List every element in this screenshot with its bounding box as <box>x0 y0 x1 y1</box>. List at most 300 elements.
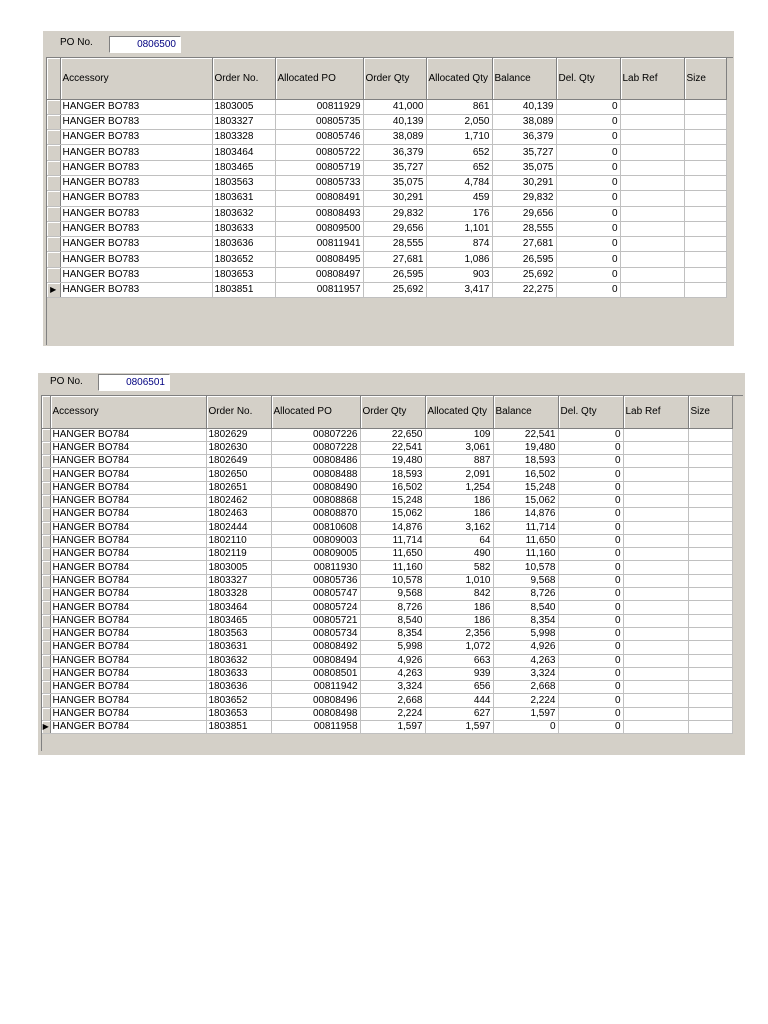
table-cell[interactable]: 0 <box>558 667 623 680</box>
column-header[interactable]: Order Qty <box>360 396 425 428</box>
column-header[interactable]: Size <box>688 396 732 428</box>
table-cell[interactable]: 1802444 <box>206 521 271 534</box>
row-selector[interactable] <box>42 654 50 667</box>
row-selector[interactable] <box>42 441 50 454</box>
table-cell[interactable]: 29,656 <box>363 221 426 236</box>
table-cell[interactable] <box>623 521 688 534</box>
table-cell[interactable]: 9,568 <box>493 574 558 587</box>
column-header[interactable]: Order Qty <box>363 58 426 99</box>
table-cell[interactable]: HANGER BO783 <box>60 114 212 129</box>
table-cell[interactable]: 1803631 <box>212 191 275 206</box>
table-cell[interactable] <box>623 721 688 734</box>
row-selector[interactable] <box>42 534 50 547</box>
table-row[interactable] <box>42 627 732 640</box>
table-cell[interactable] <box>620 252 684 267</box>
table-row[interactable] <box>42 681 732 694</box>
row-selector[interactable] <box>42 588 50 601</box>
table-cell[interactable]: 3,061 <box>425 441 493 454</box>
table-row[interactable] <box>42 641 732 654</box>
row-selector[interactable] <box>42 494 50 507</box>
table-cell[interactable]: 0 <box>556 237 620 252</box>
row-selector[interactable] <box>42 707 50 720</box>
table-cell[interactable]: 00808496 <box>271 694 360 707</box>
table-cell[interactable]: 1,072 <box>425 641 493 654</box>
table-cell[interactable]: 00805747 <box>271 588 360 601</box>
table-cell[interactable] <box>688 641 732 654</box>
column-header[interactable]: Size <box>684 58 726 99</box>
table-cell[interactable] <box>623 574 688 587</box>
table-cell[interactable]: 16,502 <box>360 481 425 494</box>
table-row[interactable] <box>47 145 726 160</box>
table-cell[interactable]: 8,540 <box>360 614 425 627</box>
table-cell[interactable]: 00808491 <box>275 191 363 206</box>
table-cell[interactable]: 10,578 <box>360 574 425 587</box>
table-cell[interactable] <box>684 160 726 175</box>
table-cell[interactable]: HANGER BO784 <box>50 508 206 521</box>
table-cell[interactable]: 00808490 <box>271 481 360 494</box>
table-cell[interactable]: 1803633 <box>206 667 271 680</box>
table-cell[interactable]: HANGER BO784 <box>50 614 206 627</box>
table-cell[interactable]: 1803653 <box>206 707 271 720</box>
po-number-field[interactable]: 0806500 <box>109 36 181 53</box>
table-row[interactable] <box>42 468 732 481</box>
table-cell[interactable]: 1803465 <box>212 160 275 175</box>
table-row[interactable] <box>42 534 732 547</box>
table-cell[interactable]: 459 <box>426 191 492 206</box>
table-cell[interactable]: 18,593 <box>360 468 425 481</box>
column-header[interactable]: Accessory <box>60 58 212 99</box>
table-row[interactable] <box>47 191 726 206</box>
table-cell[interactable]: 26,595 <box>492 252 556 267</box>
table-cell[interactable]: 0 <box>558 614 623 627</box>
table-row[interactable] <box>42 494 732 507</box>
row-selector[interactable] <box>47 99 60 114</box>
table-cell[interactable]: 1802462 <box>206 494 271 507</box>
row-selector[interactable] <box>42 667 50 680</box>
table-cell[interactable]: 663 <box>425 654 493 667</box>
column-header[interactable]: Lab Ref <box>620 58 684 99</box>
table-cell[interactable]: 3,162 <box>425 521 493 534</box>
table-cell[interactable]: 2,050 <box>426 114 492 129</box>
table-cell[interactable]: 1802650 <box>206 468 271 481</box>
table-cell[interactable]: 27,681 <box>363 252 426 267</box>
table-cell[interactable]: 15,062 <box>493 494 558 507</box>
table-cell[interactable] <box>688 654 732 667</box>
table-cell[interactable]: 1803653 <box>212 267 275 282</box>
table-cell[interactable]: 3,324 <box>493 667 558 680</box>
table-row[interactable] <box>42 561 732 574</box>
table-cell[interactable]: 0 <box>556 160 620 175</box>
table-cell[interactable]: 903 <box>426 267 492 282</box>
table-cell[interactable]: 1803464 <box>206 601 271 614</box>
table-cell[interactable]: 0 <box>558 508 623 521</box>
row-selector[interactable] <box>42 521 50 534</box>
table-cell[interactable]: 36,379 <box>363 145 426 160</box>
table-cell[interactable]: 0 <box>558 574 623 587</box>
table-row[interactable] <box>42 481 732 494</box>
table-cell[interactable]: 00805722 <box>275 145 363 160</box>
table-cell[interactable]: 35,075 <box>363 175 426 190</box>
table-cell[interactable]: HANGER BO784 <box>50 721 206 734</box>
column-header[interactable]: Balance <box>493 396 558 428</box>
table-cell[interactable]: 0 <box>558 588 623 601</box>
table-cell[interactable]: 0 <box>558 681 623 694</box>
table-cell[interactable]: HANGER BO784 <box>50 481 206 494</box>
table-cell[interactable]: 18,593 <box>493 455 558 468</box>
table-cell[interactable]: 0 <box>558 481 623 494</box>
table-cell[interactable] <box>620 175 684 190</box>
table-cell[interactable]: HANGER BO783 <box>60 206 212 221</box>
table-cell[interactable]: 1802629 <box>206 428 271 441</box>
table-cell[interactable]: 26,595 <box>363 267 426 282</box>
table-row[interactable] <box>47 221 726 236</box>
table-cell[interactable] <box>684 99 726 114</box>
table-cell[interactable]: 861 <box>426 99 492 114</box>
table-cell[interactable]: 0 <box>558 441 623 454</box>
table-row[interactable] <box>47 267 726 282</box>
table-cell[interactable]: HANGER BO783 <box>60 99 212 114</box>
row-selector[interactable] <box>47 252 60 267</box>
table-cell[interactable]: 00811958 <box>271 721 360 734</box>
table-cell[interactable]: 582 <box>425 561 493 574</box>
row-selector[interactable] <box>42 468 50 481</box>
row-selector[interactable] <box>42 561 50 574</box>
row-selector[interactable] <box>42 694 50 707</box>
table-cell[interactable]: 186 <box>425 494 493 507</box>
table-cell[interactable]: 1803328 <box>212 130 275 145</box>
table-cell[interactable] <box>620 283 684 298</box>
table-cell[interactable] <box>623 441 688 454</box>
table-cell[interactable] <box>623 667 688 680</box>
table-row[interactable] <box>42 601 732 614</box>
table-cell[interactable] <box>684 145 726 160</box>
table-cell[interactable]: 0 <box>556 130 620 145</box>
table-row[interactable] <box>42 441 732 454</box>
row-selector[interactable] <box>47 221 60 236</box>
table-cell[interactable]: 0 <box>558 601 623 614</box>
table-cell[interactable] <box>620 130 684 145</box>
allocation-grid[interactable] <box>46 57 733 345</box>
table-cell[interactable]: HANGER BO784 <box>50 707 206 720</box>
table-cell[interactable]: 8,354 <box>493 614 558 627</box>
table-cell[interactable]: 0 <box>556 191 620 206</box>
table-cell[interactable]: 14,876 <box>360 521 425 534</box>
table-cell[interactable]: 30,291 <box>363 191 426 206</box>
table-cell[interactable]: 00809005 <box>271 548 360 561</box>
table-cell[interactable] <box>623 641 688 654</box>
table-cell[interactable]: 0 <box>558 654 623 667</box>
table-cell[interactable] <box>688 707 732 720</box>
row-selector[interactable] <box>47 267 60 282</box>
table-cell[interactable]: HANGER BO784 <box>50 468 206 481</box>
table-cell[interactable]: 00809500 <box>275 221 363 236</box>
table-cell[interactable]: 00808486 <box>271 455 360 468</box>
table-cell[interactable]: 00811930 <box>271 561 360 574</box>
table-cell[interactable] <box>688 561 732 574</box>
table-cell[interactable]: 109 <box>425 428 493 441</box>
table-cell[interactable]: 00805719 <box>275 160 363 175</box>
table-row[interactable] <box>42 455 732 468</box>
table-cell[interactable]: 0 <box>558 721 623 734</box>
table-cell[interactable]: 00805736 <box>271 574 360 587</box>
table-cell[interactable]: 35,727 <box>363 160 426 175</box>
table-cell[interactable]: 939 <box>425 667 493 680</box>
table-cell[interactable] <box>688 694 732 707</box>
table-cell[interactable]: 14,876 <box>493 508 558 521</box>
table-cell[interactable] <box>688 441 732 454</box>
table-row[interactable] <box>42 694 732 707</box>
table-cell[interactable]: 1803563 <box>212 175 275 190</box>
table-cell[interactable]: 11,650 <box>360 548 425 561</box>
table-row[interactable] <box>42 428 732 441</box>
table-row[interactable] <box>47 252 726 267</box>
table-cell[interactable]: 1802651 <box>206 481 271 494</box>
table-cell[interactable]: 00805721 <box>271 614 360 627</box>
table-cell[interactable] <box>623 681 688 694</box>
table-cell[interactable] <box>620 237 684 252</box>
table-cell[interactable]: HANGER BO784 <box>50 641 206 654</box>
table-cell[interactable]: 842 <box>425 588 493 601</box>
table-cell[interactable]: 1803327 <box>206 574 271 587</box>
table-cell[interactable]: 1803636 <box>206 681 271 694</box>
table-cell[interactable]: 29,832 <box>363 206 426 221</box>
table-cell[interactable]: 1802119 <box>206 548 271 561</box>
table-cell[interactable]: 4,926 <box>493 641 558 654</box>
table-cell[interactable]: 0 <box>556 99 620 114</box>
table-row[interactable] <box>42 521 732 534</box>
table-cell[interactable] <box>688 548 732 561</box>
table-cell[interactable]: 00808488 <box>271 468 360 481</box>
table-cell[interactable]: 00805735 <box>275 114 363 129</box>
allocation-grid[interactable] <box>41 395 743 751</box>
table-cell[interactable]: 1803465 <box>206 614 271 627</box>
table-cell[interactable] <box>688 468 732 481</box>
table-cell[interactable]: 1803327 <box>212 114 275 129</box>
table-cell[interactable]: 176 <box>426 206 492 221</box>
table-cell[interactable]: HANGER BO783 <box>60 283 212 298</box>
table-row[interactable] <box>42 548 732 561</box>
table-cell[interactable]: 8,726 <box>360 601 425 614</box>
table-cell[interactable] <box>688 681 732 694</box>
table-cell[interactable]: HANGER BO783 <box>60 130 212 145</box>
table-cell[interactable]: HANGER BO783 <box>60 145 212 160</box>
table-cell[interactable]: 25,692 <box>492 267 556 282</box>
table-cell[interactable] <box>684 175 726 190</box>
table-cell[interactable]: 1,597 <box>493 707 558 720</box>
column-header[interactable]: Order No. <box>206 396 271 428</box>
column-header[interactable]: Order No. <box>212 58 275 99</box>
table-cell[interactable] <box>620 114 684 129</box>
table-cell[interactable] <box>688 588 732 601</box>
table-cell[interactable] <box>684 221 726 236</box>
table-cell[interactable]: 28,555 <box>363 237 426 252</box>
table-cell[interactable] <box>620 191 684 206</box>
row-selector[interactable] <box>42 614 50 627</box>
table-cell[interactable]: 1,597 <box>425 721 493 734</box>
column-header[interactable]: Allocated Qty <box>425 396 493 428</box>
table-cell[interactable]: 00805733 <box>275 175 363 190</box>
table-row[interactable] <box>47 237 726 252</box>
table-cell[interactable] <box>688 455 732 468</box>
table-cell[interactable]: 29,656 <box>492 206 556 221</box>
table-cell[interactable] <box>684 206 726 221</box>
table-cell[interactable]: HANGER BO784 <box>50 588 206 601</box>
row-selector[interactable] <box>42 508 50 521</box>
table-row[interactable] <box>47 130 726 145</box>
column-header[interactable]: Del. Qty <box>558 396 623 428</box>
table-cell[interactable]: 1802649 <box>206 455 271 468</box>
table-cell[interactable]: 1803633 <box>212 221 275 236</box>
table-cell[interactable]: 00811941 <box>275 237 363 252</box>
table-cell[interactable]: 15,248 <box>493 481 558 494</box>
table-cell[interactable]: 9,568 <box>360 588 425 601</box>
table-cell[interactable]: 00808868 <box>271 494 360 507</box>
table-cell[interactable]: 0 <box>558 534 623 547</box>
table-cell[interactable] <box>623 561 688 574</box>
table-row[interactable] <box>42 654 732 667</box>
table-cell[interactable]: 00805724 <box>271 601 360 614</box>
table-cell[interactable]: HANGER BO784 <box>50 654 206 667</box>
table-cell[interactable] <box>684 252 726 267</box>
table-cell[interactable]: 30,291 <box>492 175 556 190</box>
table-cell[interactable]: 22,650 <box>360 428 425 441</box>
table-cell[interactable]: 35,727 <box>492 145 556 160</box>
table-cell[interactable]: 0 <box>556 283 620 298</box>
po-number-field[interactable]: 0806501 <box>98 374 170 391</box>
table-cell[interactable]: 0 <box>556 252 620 267</box>
table-cell[interactable]: 0 <box>558 548 623 561</box>
table-cell[interactable]: 1803851 <box>206 721 271 734</box>
table-cell[interactable]: 8,354 <box>360 627 425 640</box>
table-cell[interactable]: 652 <box>426 145 492 160</box>
table-cell[interactable]: HANGER BO784 <box>50 681 206 694</box>
table-cell[interactable]: 3,324 <box>360 681 425 694</box>
table-cell[interactable]: 1803632 <box>212 206 275 221</box>
column-header[interactable]: Allocated PO <box>271 396 360 428</box>
table-cell[interactable]: 27,681 <box>492 237 556 252</box>
table-cell[interactable]: 874 <box>426 237 492 252</box>
table-cell[interactable]: HANGER BO784 <box>50 521 206 534</box>
table-cell[interactable]: 1803464 <box>212 145 275 160</box>
table-cell[interactable]: 0 <box>556 175 620 190</box>
table-cell[interactable]: 186 <box>425 614 493 627</box>
table-cell[interactable]: 00808501 <box>271 667 360 680</box>
table-cell[interactable]: 00805734 <box>271 627 360 640</box>
row-selector[interactable] <box>47 145 60 160</box>
table-cell[interactable]: 11,714 <box>493 521 558 534</box>
table-cell[interactable]: 00811929 <box>275 99 363 114</box>
table-row[interactable] <box>47 283 726 298</box>
table-cell[interactable] <box>688 601 732 614</box>
table-cell[interactable] <box>623 534 688 547</box>
table-cell[interactable] <box>684 267 726 282</box>
row-selector[interactable] <box>42 548 50 561</box>
table-row[interactable] <box>42 614 732 627</box>
table-cell[interactable]: 10,578 <box>493 561 558 574</box>
table-cell[interactable]: 0 <box>493 721 558 734</box>
table-cell[interactable] <box>623 468 688 481</box>
table-cell[interactable] <box>623 694 688 707</box>
table-cell[interactable]: 0 <box>558 707 623 720</box>
table-cell[interactable]: HANGER BO783 <box>60 191 212 206</box>
table-cell[interactable] <box>684 130 726 145</box>
table-cell[interactable] <box>684 114 726 129</box>
row-selector[interactable] <box>42 641 50 654</box>
table-cell[interactable]: 36,379 <box>492 130 556 145</box>
table-cell[interactable]: 5,998 <box>360 641 425 654</box>
table-cell[interactable]: 444 <box>425 694 493 707</box>
table-cell[interactable]: 4,263 <box>360 667 425 680</box>
table-cell[interactable]: 186 <box>425 601 493 614</box>
table-cell[interactable]: 2,356 <box>425 627 493 640</box>
table-cell[interactable] <box>623 428 688 441</box>
table-cell[interactable] <box>684 283 726 298</box>
table-cell[interactable]: 2,224 <box>360 707 425 720</box>
table-cell[interactable] <box>688 481 732 494</box>
row-selector[interactable] <box>47 206 60 221</box>
table-cell[interactable]: 22,541 <box>493 428 558 441</box>
table-cell[interactable]: 00807226 <box>271 428 360 441</box>
table-cell[interactable]: HANGER BO784 <box>50 455 206 468</box>
table-row[interactable] <box>47 160 726 175</box>
table-cell[interactable]: 00808870 <box>271 508 360 521</box>
table-cell[interactable]: 4,784 <box>426 175 492 190</box>
table-cell[interactable]: 38,089 <box>492 114 556 129</box>
table-cell[interactable]: 11,650 <box>493 534 558 547</box>
table-cell[interactable]: 00808493 <box>275 206 363 221</box>
table-cell[interactable]: HANGER BO784 <box>50 601 206 614</box>
row-selector[interactable] <box>47 191 60 206</box>
table-cell[interactable]: 1803632 <box>206 654 271 667</box>
table-cell[interactable] <box>623 614 688 627</box>
table-cell[interactable]: 0 <box>558 627 623 640</box>
table-cell[interactable] <box>620 221 684 236</box>
table-cell[interactable]: 0 <box>556 206 620 221</box>
table-cell[interactable]: 0 <box>558 455 623 468</box>
table-cell[interactable]: 11,160 <box>360 561 425 574</box>
table-cell[interactable]: 0 <box>558 561 623 574</box>
table-cell[interactable]: HANGER BO783 <box>60 175 212 190</box>
table-cell[interactable] <box>684 237 726 252</box>
row-selector-header[interactable] <box>42 396 50 428</box>
table-cell[interactable]: 0 <box>558 694 623 707</box>
row-selector[interactable] <box>42 627 50 640</box>
table-cell[interactable]: 652 <box>426 160 492 175</box>
table-cell[interactable]: 490 <box>425 548 493 561</box>
table-cell[interactable]: HANGER BO784 <box>50 574 206 587</box>
table-cell[interactable]: 1802463 <box>206 508 271 521</box>
table-cell[interactable]: 1803851 <box>212 283 275 298</box>
table-cell[interactable]: 00808498 <box>271 707 360 720</box>
table-cell[interactable]: 1,101 <box>426 221 492 236</box>
table-cell[interactable]: 15,248 <box>360 494 425 507</box>
column-header[interactable]: Allocated Qty <box>426 58 492 99</box>
table-cell[interactable]: 1802630 <box>206 441 271 454</box>
table-cell[interactable]: HANGER BO784 <box>50 561 206 574</box>
table-cell[interactable]: 4,926 <box>360 654 425 667</box>
table-cell[interactable]: 0 <box>556 145 620 160</box>
table-cell[interactable]: 5,998 <box>493 627 558 640</box>
table-cell[interactable]: 00810608 <box>271 521 360 534</box>
table-cell[interactable]: 1803636 <box>212 237 275 252</box>
table-row[interactable] <box>47 114 726 129</box>
table-cell[interactable]: HANGER BO784 <box>50 548 206 561</box>
table-row[interactable] <box>47 206 726 221</box>
table-cell[interactable]: 3,417 <box>426 283 492 298</box>
table-row[interactable] <box>47 175 726 190</box>
table-cell[interactable]: 1,010 <box>425 574 493 587</box>
table-cell[interactable] <box>688 721 732 734</box>
